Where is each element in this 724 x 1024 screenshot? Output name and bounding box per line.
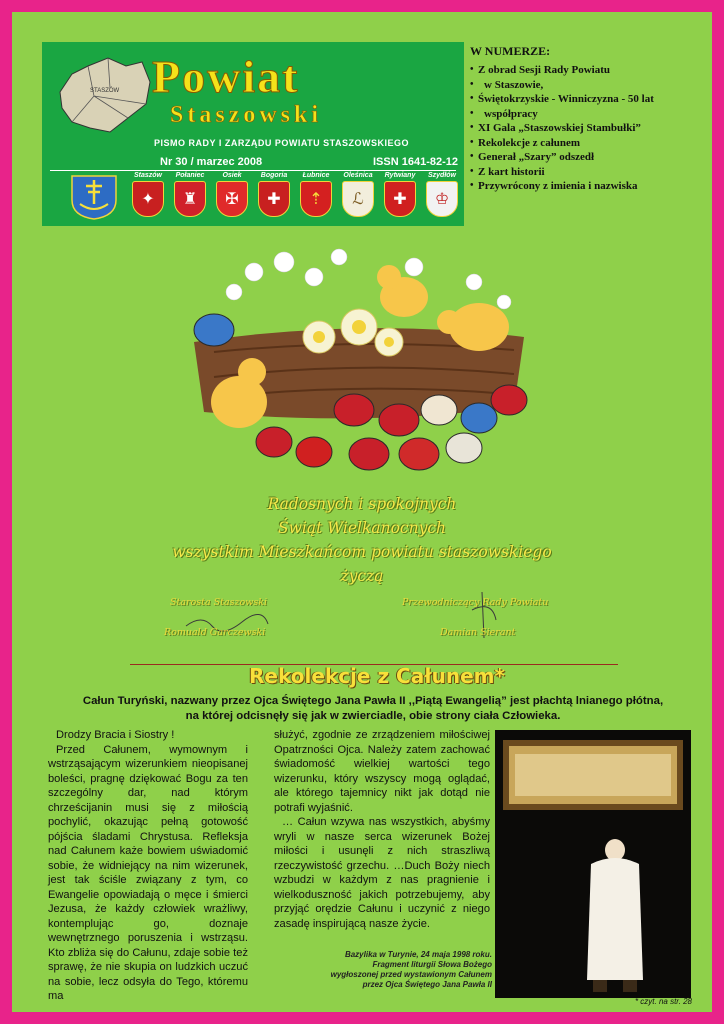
greeting-line: wszystkim Mieszkańcom powiatu staszowskiego [172,543,552,561]
town-crests [128,172,462,217]
shield-icon: ✚ [384,181,416,217]
council-chair-title: Przewodniczący Rady Powiatu [402,597,549,608]
shield-icon: ✚ [258,181,290,217]
footnote: * czyt. na str. 28 [634,997,692,1006]
county-crest-icon [66,174,122,220]
paragraph: … Całun wzywa nas wszystkich, abyśmy wryli w nasze serca wizerunek Bożej miłości i usunęli z nich straszliwą rzeczywistość grzechu. …Duch Boży niech wzbudzi w każdym z nas pragnienie i wielkoduszność jakich potrzebujemy, aby przyjąć orędzie Całunu i uczynić z niego zasadę inspirującą nasze życie. [274,816,490,930]
easter-greeting [112,492,612,588]
masthead-title: Powiat [152,51,300,102]
toc-item[interactable]: • Rekolekcje z całunem [470,136,710,151]
paragraph: Drodzy Bracia i Siostry ! [56,729,175,741]
issue-info [160,156,458,168]
issue-number: Nr 30 / marzec 2008 [160,156,263,168]
masthead-subtitle: Staszowski [170,102,323,128]
town-crest: Bogoria ✚ [254,172,294,217]
shield-icon: ♜ [174,181,206,217]
toc-item[interactable]: • Przywrócony z imienia i nazwiska [470,179,710,194]
town-crest: Oleśnica ℒ [338,172,378,217]
greeting-line: Radosnych i spokojnych [267,495,457,513]
table-of-contents [470,44,710,194]
toc-item[interactable]: • Z kart historii [470,165,710,180]
shield-icon: ✦ [132,181,164,217]
paragraph: służyć, zgodnie ze zrządzeniem miłościwej Opatrzności Ojca. Należy zatem zachować świadomość wielkiej wartości tego wizerunku, który wszyscy mogą oglądać, ale którego tajemnicy nikt jak dotąd nie potrafi wyjaśnić. [274,729,490,814]
masthead-divider [50,170,456,171]
town-crest: Szydłów ♔ [422,172,462,217]
town-crest: Staszów ✦ [128,172,168,217]
starosta-title: Starosta Staszowski [170,597,268,608]
newsletter-page [12,12,712,1012]
starosta-name: Romuald Garczewski [164,627,266,638]
toc-item: • w Staszowie, [470,78,710,93]
shroud-photo [495,730,691,998]
map-label: STASZÓW [90,88,120,94]
issn: ISSN 1641-82-12 [373,156,458,168]
toc-item: • współpracy [470,107,710,122]
toc-list [470,63,710,194]
town-crest: Połaniec ♜ [170,172,210,217]
town-crest: Rytwiany ✚ [380,172,420,217]
article-lead: Całun Turyński, nazwany przez Ojca Świętego Jana Pawła II ,,Piątą Ewangelią” jest płachtą lnianego płótna, na której odcisnęły się jak w zwierciadle, obie strony ciała Człowieka. [82,695,664,722]
easter-illustration [174,242,554,482]
toc-item[interactable]: • Generał „Szary” odszedł [470,150,710,165]
town-crest: Łubnice ⇡ [296,172,336,217]
town-crest: Osiek ✠ [212,172,252,217]
toc-heading: W NUMERZE: [470,44,551,58]
county-map-icon [50,52,158,140]
article-column-1 [48,728,248,1004]
paragraph: Przed Całunem, wymownym i wstrząsającym wizerunkiem nieopisanej boleści, pragnę dziękować Bogu za ten szczególny dar, nad którym chrześcijanin musi się z miłością pochylić, okazując pełną gotowość pójścia śladami Chrystusa. Refleksja nad Całunem każe bowiem uświadomić sobie, że widniejący na nim wizerunek, jest tak ściśle związany z tym, co Ewangelie opowiadają o męce i śmierci Jezusa, że każdy człowiek wrażliwy, kontemplując go, doznaje wewnętrznego poruszenia i wstrząsu. Kto zbliża się do Całunu, zdaje sobie też sprawę, że nie skupia on ludzkich uczuć na sobie, lecz odsyła do Tego, któremu ma [48,743,248,1002]
toc-item[interactable]: • Z obrad Sesji Rady Powiatu [470,63,710,78]
article-column-2 [274,728,490,931]
masthead-motto: PISMO RADY I ZARZĄDU POWIATU STASZOWSKIEGO [154,138,409,148]
greeting-line: Świąt Wielkanocnych [277,519,447,537]
shield-icon: ⇡ [300,181,332,217]
pope-praying-image [495,730,691,998]
masthead [42,42,464,226]
toc-item[interactable]: • XI Gala „Staszowskiej Stambułki” [470,121,710,136]
article-headline: Rekolekcje z Całunem* [249,664,505,688]
toc-item[interactable]: • Świętokrzyskie - Winniczyzna - 50 lat [470,92,710,107]
shield-icon: ✠ [216,181,248,217]
shield-icon: ℒ [342,181,374,217]
shield-icon: ♔ [426,181,458,217]
council-chair-name: Damian Sierant [440,627,516,638]
photo-caption: Bazylika w Turynie, 24 maja 1998 roku. Fragment liturgii Słowa Bożego wygłoszonej przed wystawionym Całunem przez Ojca Świętego Jana Pawła II [330,950,492,989]
greeting-line: życzą [340,567,384,585]
